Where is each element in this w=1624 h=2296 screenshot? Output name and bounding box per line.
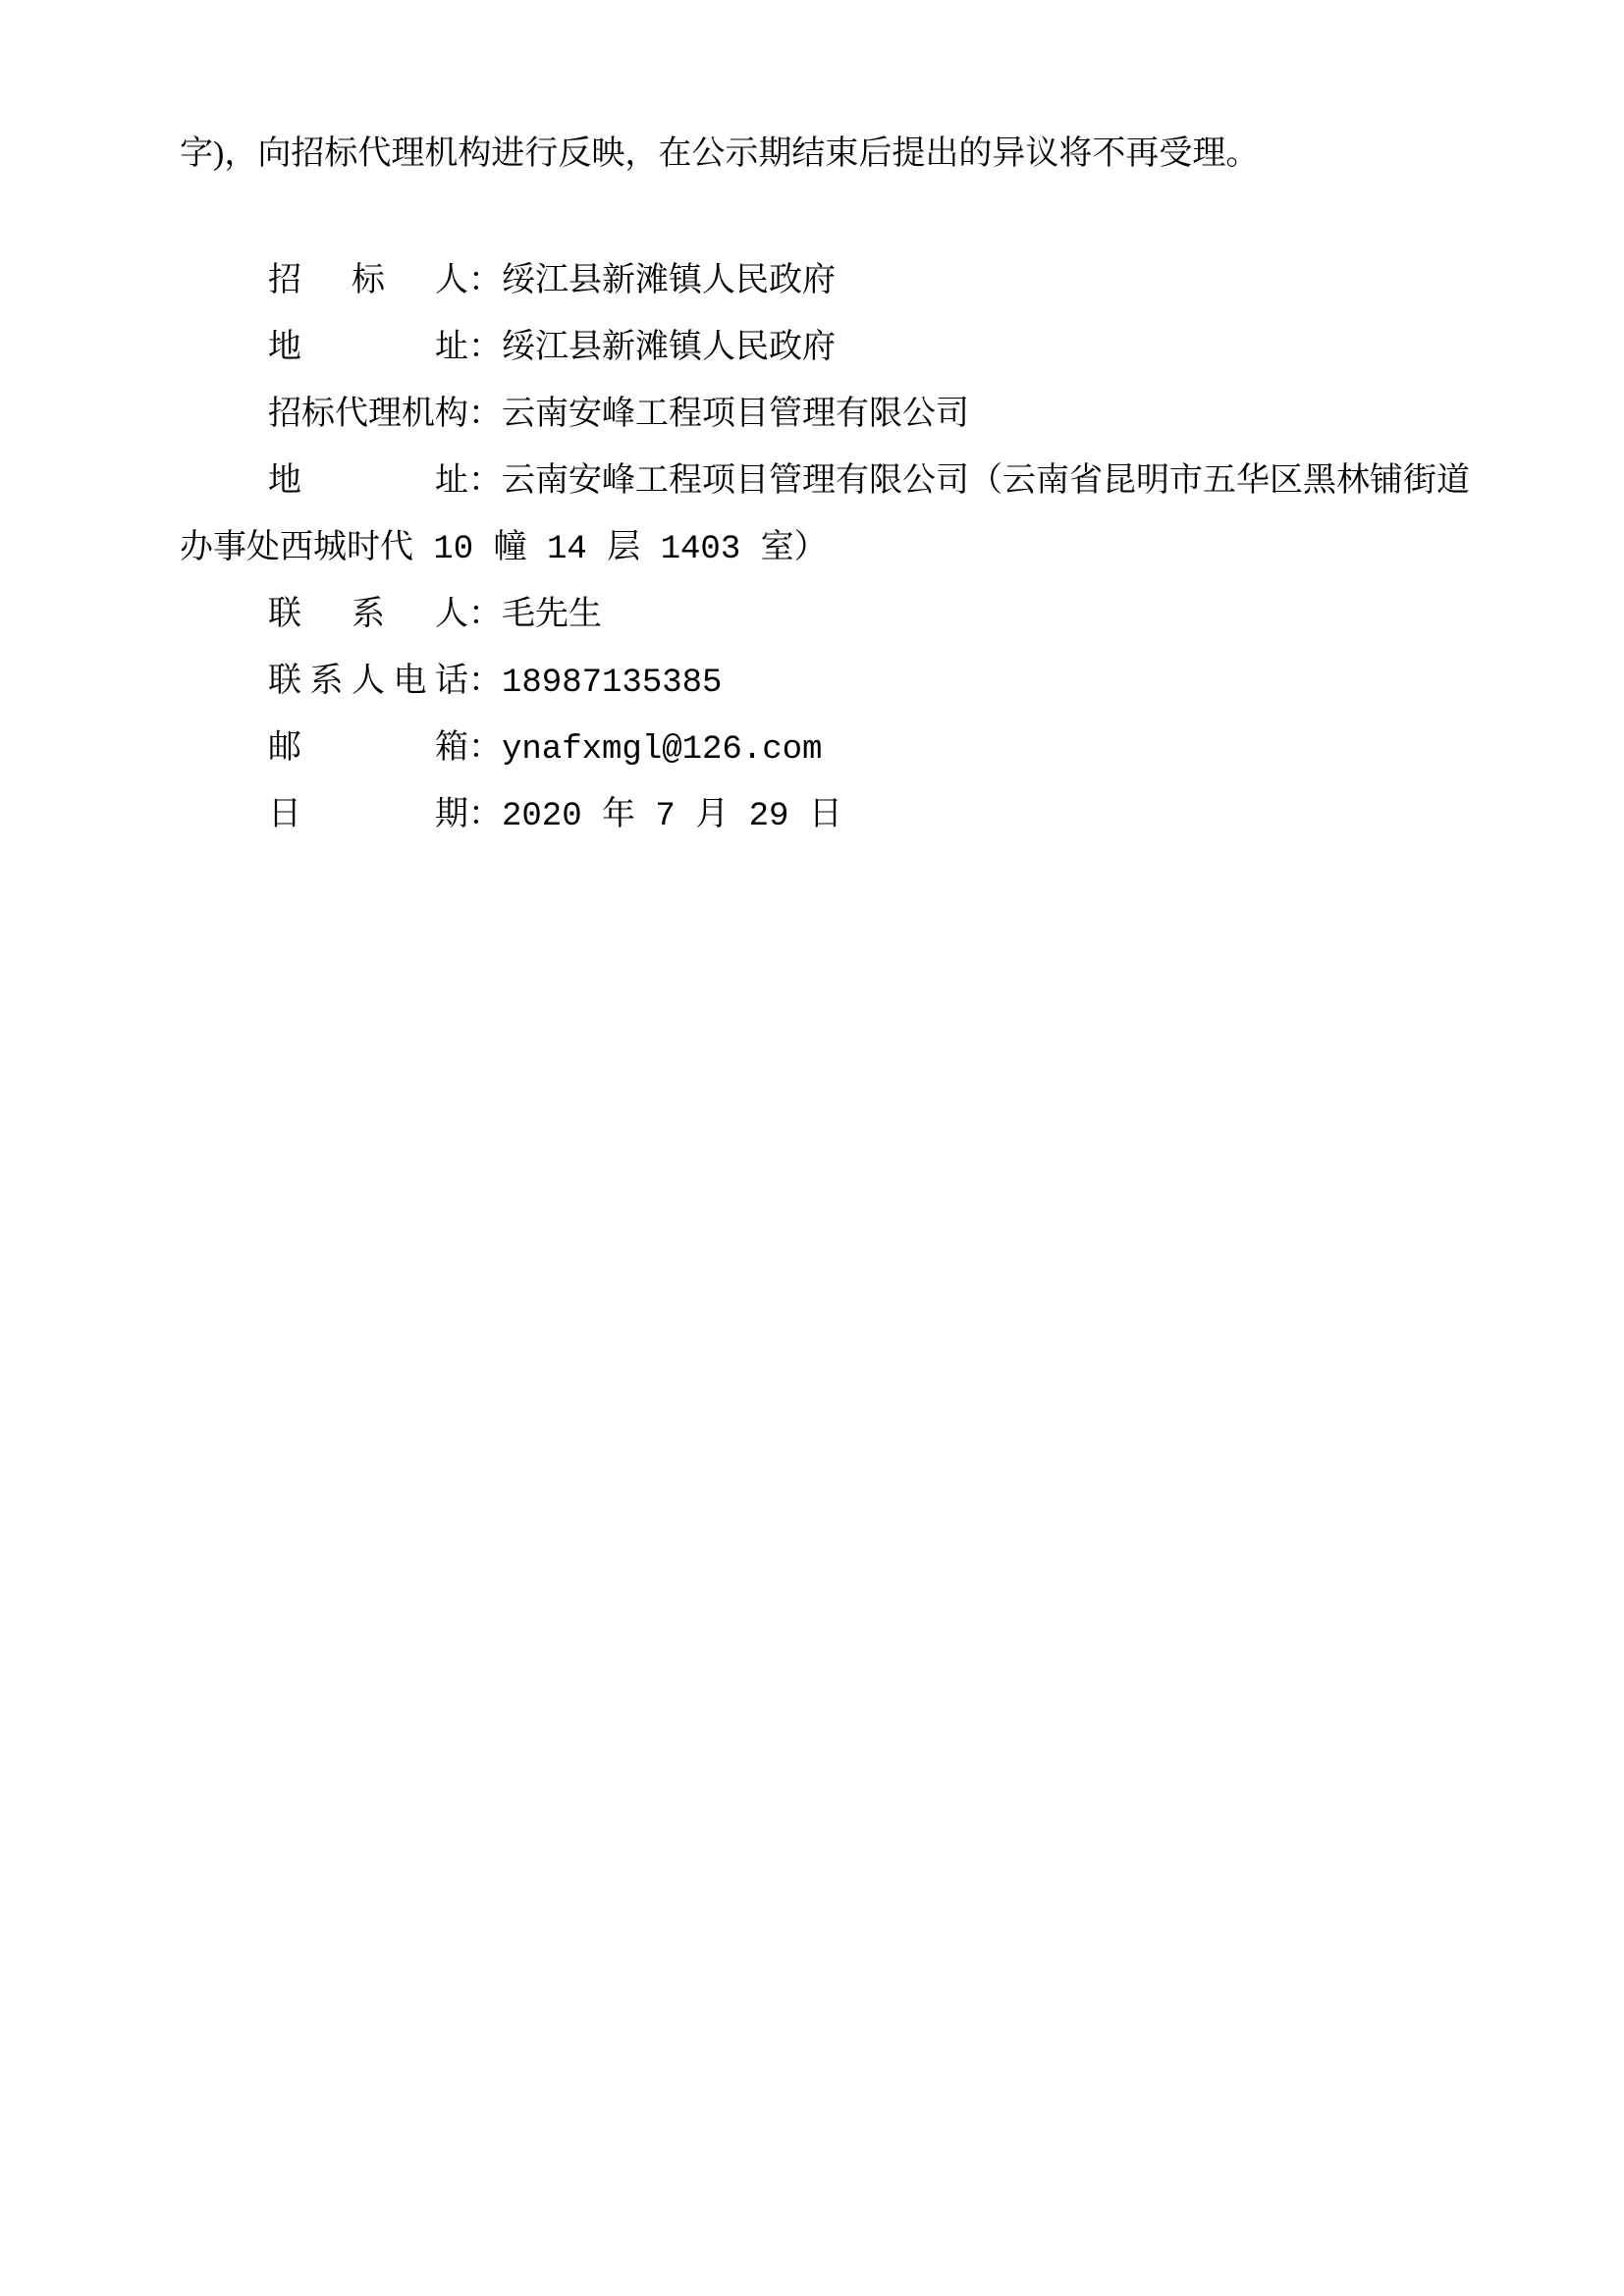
contact-row-phone bbox=[180, 649, 1486, 716]
contact-colon: ： bbox=[468, 396, 502, 432]
contact-value: 毛先生 bbox=[502, 598, 602, 635]
document-page bbox=[180, 122, 1486, 849]
contact-row-date bbox=[180, 782, 1486, 849]
contact-label: 招标人 bbox=[268, 262, 468, 298]
contact-colon: ： bbox=[468, 329, 502, 365]
contact-label: 邮箱 bbox=[268, 729, 468, 766]
contact-label: 日期 bbox=[268, 796, 468, 832]
contact-colon: ： bbox=[468, 729, 502, 766]
contact-colon: ： bbox=[468, 262, 502, 298]
contact-row-tenderer bbox=[180, 248, 1486, 315]
contact-value: 2020 年 7 月 29 日 bbox=[502, 798, 842, 835]
contact-value: 18987135385 bbox=[502, 665, 723, 702]
contact-value: ynafxmgl@126.com bbox=[502, 731, 823, 769]
contact-colon: ： bbox=[468, 796, 502, 832]
contact-value: 云南安峰工程项目管理有限公司 bbox=[502, 398, 969, 435]
contact-label: 地址 bbox=[268, 329, 468, 365]
contact-row-tenderer-address bbox=[180, 315, 1486, 382]
contact-row-agency bbox=[180, 382, 1486, 449]
contact-row-agency-address bbox=[180, 449, 1486, 582]
contact-colon: ： bbox=[468, 663, 502, 699]
contact-colon: ： bbox=[468, 596, 502, 632]
contact-label: 招标代理机构 bbox=[268, 396, 468, 432]
contact-label: 联系人电话 bbox=[268, 663, 468, 699]
closing-paragraph: 字)，向招标代理机构进行反映，在公示期结束后提出的异议将不再受理。 bbox=[180, 135, 1260, 172]
contact-label: 地址 bbox=[268, 462, 468, 499]
contact-label: 联系人 bbox=[268, 596, 468, 632]
contact-value: 绥江县新滩镇人民政府 bbox=[502, 264, 836, 301]
contact-row-contact-person bbox=[180, 582, 1486, 649]
contact-value: 云南安峰工程项目管理有限公司（云南省昆明市五华区黑林铺街道办事处西城时代 10 幢 14 层 1403 室） bbox=[180, 464, 1470, 568]
contact-row-email bbox=[180, 716, 1486, 782]
contact-value: 绥江县新滩镇人民政府 bbox=[502, 331, 836, 368]
contact-colon: ： bbox=[468, 462, 502, 499]
